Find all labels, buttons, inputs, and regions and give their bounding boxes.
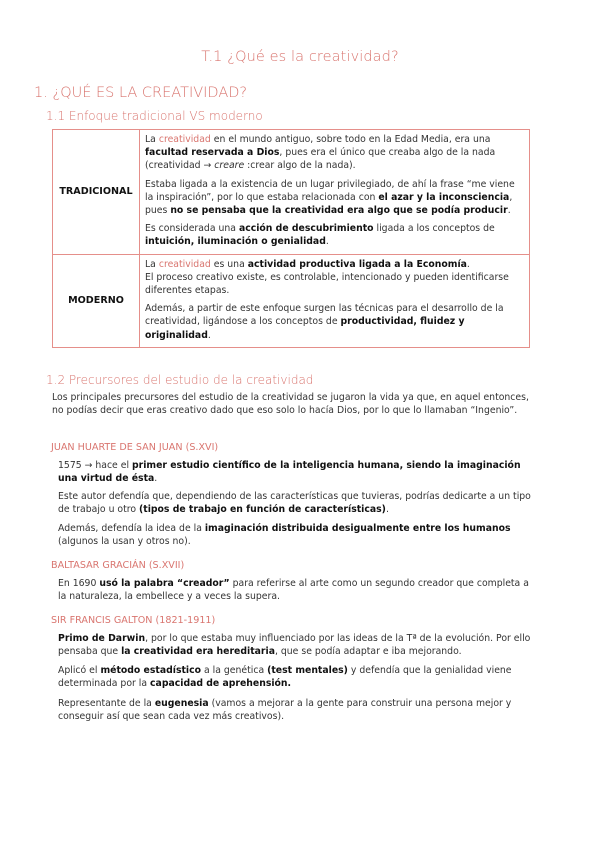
huarte-paragraph-3: Además, defendía la idea de la imaginación distribuida desigualmente entre los humanos (algunos la usan y otros no). [58, 523, 511, 548]
gracian-paragraph-1: En 1690 usó la palabra “creador” para referirse al arte como un segundo creador que completa a la naturaleza, la embellece y a veces la supera. [58, 578, 529, 603]
section-1-heading: 1. ¿QUÉ ES LA CREATIVIDAD? [34, 85, 248, 101]
row-content-moderno [140, 254, 530, 347]
comparison-table [52, 129, 530, 348]
tradicional-paragraph-3: Es considerada una acción de descubrimiento ligada a los conceptos de intuición, iluminación o genialidad. [145, 223, 495, 248]
author-heading-huarte: JUAN HUARTE DE SAN JUAN (S.XVI) [51, 442, 219, 453]
huarte-paragraph-2: Este autor defendía que, dependiendo de las características que tuvieras, podrías dedicarte a un tipo de trabajo u otro (tipos de trabajo en función de características). [58, 491, 531, 516]
row-label-moderno: MODERNO [53, 254, 140, 347]
table-row-tradicional [53, 130, 530, 255]
author-heading-gracian: BALTASAR GRACIÁN (S.XVII) [51, 560, 185, 571]
moderno-paragraph-2: El proceso creativo existe, es controlable, intencionado y pueden identificarse diferentes etapas. [145, 271, 509, 297]
moderno-paragraph-1: La creatividad es una actividad productiva ligada a la Economía. [145, 258, 470, 270]
section-2-intro: Los principales precursores del estudio de la creatividad se jugaron la vida ya que, en aquel entonces, no podías decir que eras creativo dado que eso solo lo hacía Dios, por lo que lo llamaban “Ingenio”. [52, 392, 529, 417]
moderno-paragraph-3: Además, a partir de este enfoque surgen las técnicas para el desarrollo de la creatividad, ligándose a los conceptos de productividad, fluidez y originalidad. [145, 303, 504, 341]
row-label-tradicional: TRADICIONAL [53, 130, 140, 255]
author-heading-galton: SIR FRANCIS GALTON (1821-1911) [51, 615, 216, 626]
galton-paragraph-2: Aplicó el método estadístico a la genética (test mentales) y defendía que la genialidad viene determinada por la capacidad de aprehensión. [58, 665, 512, 690]
galton-paragraph-1: Primo de Darwin, por lo que estaba muy influenciado por las ideas de la Tª de la evolución. Por ello pensaba que la creatividad era hereditaria, que se podía adaptar e iba mejorando. [58, 633, 531, 658]
subsection-1-1-heading: 1.1 Enfoque tradicional VS moderno [46, 109, 263, 123]
subsection-1-2-heading: 1.2 Precursores del estudio de la creatividad [46, 373, 314, 387]
tradicional-paragraph-2: Estaba ligada a la existencia de un lugar privilegiado, de ahí la frase “me viene la inspiración”, por lo que estaba relacionada con el azar y la inconsciencia, pues no se pensaba que la creatividad era algo que se podía producir. [145, 178, 515, 217]
huarte-paragraph-1: 1575 → hace el primer estudio científico de la inteligencia humana, siendo la imaginación una virtud de ésta. [58, 460, 521, 485]
row-content-tradicional [140, 130, 530, 255]
table-row-moderno [53, 254, 530, 347]
galton-paragraph-3: Representante de la eugenesia (vamos a mejorar a la gente para construir una persona mejor y conseguir así que sean cada vez más creativos). [58, 698, 512, 723]
document-title: T.1 ¿Qué es la creatividad? [201, 49, 399, 65]
tradicional-paragraph-1: La creatividad en el mundo antiguo, sobre todo en la Edad Media, era una facultad reservada a Dios, pues era el único que creaba algo de la nada (creatividad → creare :crear algo de la nada). [145, 134, 496, 172]
